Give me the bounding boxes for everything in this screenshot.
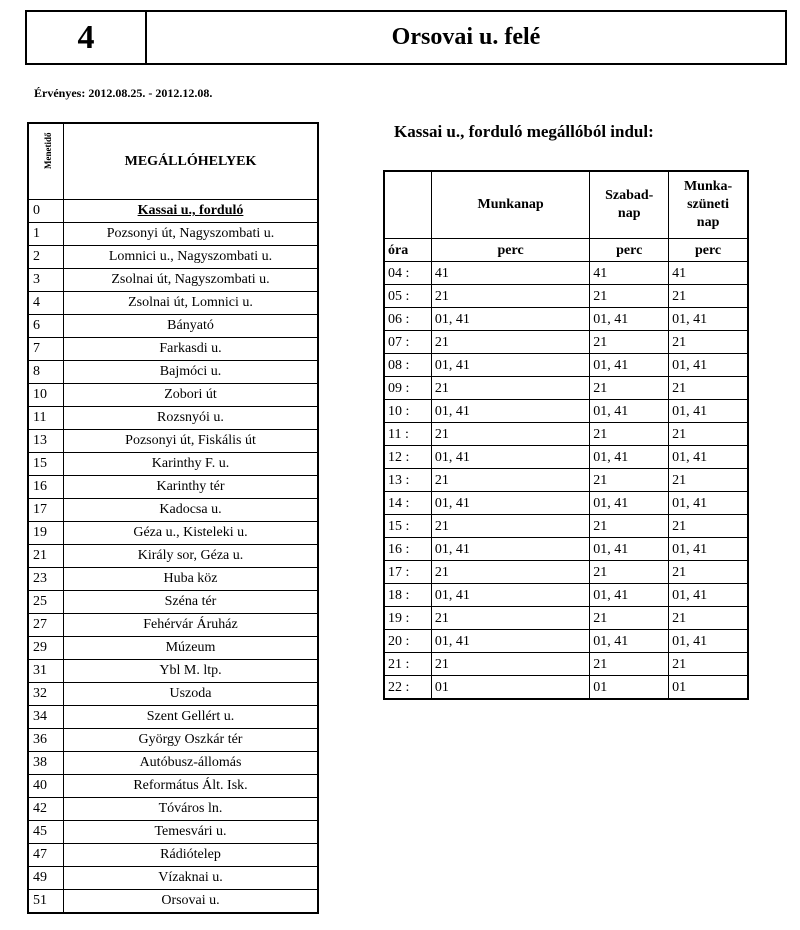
- stop-time: 34: [28, 706, 64, 729]
- stop-time: 13: [28, 430, 64, 453]
- stop-name: Református Ált. Isk.: [64, 775, 319, 798]
- stop-name: Huba köz: [64, 568, 319, 591]
- stop-name: Karinthy tér: [64, 476, 319, 499]
- departure-row: [384, 515, 748, 538]
- saturday-header: Szabad- nap: [590, 171, 669, 239]
- workday-minutes: 01, 41: [431, 446, 589, 469]
- stop-time: 47: [28, 844, 64, 867]
- stops-table: [27, 122, 319, 914]
- holiday-minutes: 01, 41: [669, 630, 748, 653]
- stop-name: Zsolnai út, Nagyszombati u.: [64, 269, 319, 292]
- stop-time: 4: [28, 292, 64, 315]
- workday-minutes: 01, 41: [431, 630, 589, 653]
- holiday-minutes: 21: [669, 423, 748, 446]
- stop-name: Orsovai u.: [64, 890, 319, 914]
- stop-row: [28, 890, 318, 914]
- hour-cell: 04 :: [384, 262, 431, 285]
- saturday-minutes: 21: [590, 285, 669, 308]
- stop-row: [28, 821, 318, 844]
- stop-time: 45: [28, 821, 64, 844]
- departure-row: [384, 676, 748, 700]
- holiday-minutes: 21: [669, 607, 748, 630]
- stop-time: 38: [28, 752, 64, 775]
- stop-name: Temesvári u.: [64, 821, 319, 844]
- stop-time: 10: [28, 384, 64, 407]
- holiday-minutes: 01, 41: [669, 446, 748, 469]
- departure-row: [384, 607, 748, 630]
- workday-minutes: 21: [431, 515, 589, 538]
- perc-label-workday: perc: [431, 239, 589, 262]
- workday-minutes: 01, 41: [431, 492, 589, 515]
- holiday-minutes: 21: [669, 653, 748, 676]
- stop-name: Rádiótelep: [64, 844, 319, 867]
- route-number: 4: [27, 12, 147, 63]
- stop-name: Zsolnai út, Lomnici u.: [64, 292, 319, 315]
- saturday-minutes: 21: [590, 653, 669, 676]
- holiday-minutes: 01, 41: [669, 354, 748, 377]
- departure-row: [384, 469, 748, 492]
- saturday-minutes: 01, 41: [590, 308, 669, 331]
- stop-name: Géza u., Kisteleki u.: [64, 522, 319, 545]
- stop-time: 8: [28, 361, 64, 384]
- holiday-minutes: 01, 41: [669, 400, 748, 423]
- stop-name: Fehérvár Áruház: [64, 614, 319, 637]
- hour-cell: 08 :: [384, 354, 431, 377]
- holiday-minutes: 21: [669, 377, 748, 400]
- stop-time: 6: [28, 315, 64, 338]
- holiday-minutes: 01, 41: [669, 492, 748, 515]
- saturday-minutes: 21: [590, 469, 669, 492]
- hour-cell: 06 :: [384, 308, 431, 331]
- hour-cell: 07 :: [384, 331, 431, 354]
- stop-name: Zobori út: [64, 384, 319, 407]
- holiday-minutes: 21: [669, 515, 748, 538]
- saturday-minutes: 41: [590, 262, 669, 285]
- ora-label: óra: [384, 239, 431, 262]
- hour-cell: 10 :: [384, 400, 431, 423]
- workday-minutes: 21: [431, 331, 589, 354]
- stop-name: Autóbusz-állomás: [64, 752, 319, 775]
- stops-header: MEGÁLLÓHELYEK: [64, 123, 319, 200]
- hour-cell: 13 :: [384, 469, 431, 492]
- workday-minutes: 21: [431, 561, 589, 584]
- stop-row: [28, 614, 318, 637]
- stop-time: 1: [28, 223, 64, 246]
- stop-time: 36: [28, 729, 64, 752]
- workday-minutes: 01, 41: [431, 584, 589, 607]
- stop-name: György Oszkár tér: [64, 729, 319, 752]
- stop-row: [28, 430, 318, 453]
- departure-row: [384, 492, 748, 515]
- workday-minutes: 21: [431, 285, 589, 308]
- saturday-minutes: 21: [590, 423, 669, 446]
- stop-time: 27: [28, 614, 64, 637]
- departure-row: [384, 400, 748, 423]
- saturday-minutes: 21: [590, 377, 669, 400]
- stop-row: [28, 867, 318, 890]
- stop-time: 2: [28, 246, 64, 269]
- holiday-minutes: 21: [669, 561, 748, 584]
- stop-row: [28, 292, 318, 315]
- stop-time: 40: [28, 775, 64, 798]
- saturday-minutes: 01, 41: [590, 584, 669, 607]
- stop-name: Rozsnyói u.: [64, 407, 319, 430]
- saturday-minutes: 21: [590, 607, 669, 630]
- stop-row: [28, 683, 318, 706]
- departure-table: [383, 170, 749, 700]
- stop-row: [28, 591, 318, 614]
- stop-time: 3: [28, 269, 64, 292]
- workday-minutes: 01, 41: [431, 308, 589, 331]
- hour-cell: 19 :: [384, 607, 431, 630]
- departure-row: [384, 653, 748, 676]
- stop-row: [28, 729, 318, 752]
- workday-minutes: 01, 41: [431, 400, 589, 423]
- stop-row: [28, 660, 318, 683]
- stop-row: [28, 384, 318, 407]
- departure-row: [384, 538, 748, 561]
- departure-row: [384, 377, 748, 400]
- stop-time: 31: [28, 660, 64, 683]
- hour-cell: 15 :: [384, 515, 431, 538]
- holiday-minutes: 21: [669, 469, 748, 492]
- workday-minutes: 21: [431, 653, 589, 676]
- departure-row: [384, 446, 748, 469]
- departure-row: [384, 262, 748, 285]
- workday-minutes: 01, 41: [431, 354, 589, 377]
- validity-text: Érvényes: 2012.08.25. - 2012.12.08.: [34, 86, 213, 100]
- holiday-header: Munka- szüneti nap: [669, 171, 748, 239]
- saturday-minutes: 01: [590, 676, 669, 700]
- stop-name: Karinthy F. u.: [64, 453, 319, 476]
- stop-time: 25: [28, 591, 64, 614]
- workday-minutes: 01, 41: [431, 538, 589, 561]
- hour-header-blank: [384, 171, 431, 239]
- saturday-minutes: 21: [590, 331, 669, 354]
- destination-title: Orsovai u. felé: [391, 24, 541, 50]
- stop-time: 42: [28, 798, 64, 821]
- holiday-minutes: 01, 41: [669, 308, 748, 331]
- stop-name: Uszoda: [64, 683, 319, 706]
- timetable-header: [25, 10, 787, 65]
- stop-time: 11: [28, 407, 64, 430]
- saturday-minutes: 01, 41: [590, 492, 669, 515]
- hour-cell: 17 :: [384, 561, 431, 584]
- workday-minutes: 01: [431, 676, 589, 700]
- stop-row: [28, 223, 318, 246]
- holiday-minutes: 01, 41: [669, 538, 748, 561]
- stop-row: [28, 269, 318, 292]
- stop-row: [28, 545, 318, 568]
- stop-name: Lomnici u., Nagyszombati u.: [64, 246, 319, 269]
- holiday-minutes: 21: [669, 331, 748, 354]
- saturday-minutes: 01, 41: [590, 446, 669, 469]
- hour-cell: 22 :: [384, 676, 431, 700]
- stop-time: 7: [28, 338, 64, 361]
- stop-time: 29: [28, 637, 64, 660]
- stop-time: 19: [28, 522, 64, 545]
- stop-name: Kadocsa u.: [64, 499, 319, 522]
- stop-time: 32: [28, 683, 64, 706]
- stop-row: [28, 246, 318, 269]
- stop-name: Farkasdi u.: [64, 338, 319, 361]
- perc-label-holiday: perc: [669, 239, 748, 262]
- stop-name: Bányató: [64, 315, 319, 338]
- departure-row: [384, 561, 748, 584]
- stop-name: Széna tér: [64, 591, 319, 614]
- departure-row: [384, 285, 748, 308]
- stop-name: Pozsonyi út, Nagyszombati u.: [64, 223, 319, 246]
- hour-cell: 18 :: [384, 584, 431, 607]
- hour-cell: 11 :: [384, 423, 431, 446]
- saturday-minutes: 01, 41: [590, 400, 669, 423]
- stop-time: 49: [28, 867, 64, 890]
- hour-cell: 16 :: [384, 538, 431, 561]
- holiday-minutes: 41: [669, 262, 748, 285]
- stop-row: [28, 522, 318, 545]
- workday-minutes: 21: [431, 423, 589, 446]
- stop-row: [28, 361, 318, 384]
- stop-name: Tóváros ln.: [64, 798, 319, 821]
- workday-header: Munkanap: [431, 171, 589, 239]
- menetido-header: Menetidő: [28, 123, 64, 200]
- stop-time: 16: [28, 476, 64, 499]
- saturday-minutes: 01, 41: [590, 630, 669, 653]
- stop-row: [28, 315, 318, 338]
- stop-row: [28, 499, 318, 522]
- stop-time: 0: [28, 200, 64, 223]
- stop-time: 17: [28, 499, 64, 522]
- workday-minutes: 21: [431, 377, 589, 400]
- stop-row: [28, 798, 318, 821]
- departure-row: [384, 354, 748, 377]
- departure-row: [384, 584, 748, 607]
- hour-cell: 05 :: [384, 285, 431, 308]
- stop-row: [28, 407, 318, 430]
- stop-name: Múzeum: [64, 637, 319, 660]
- holiday-minutes: 21: [669, 285, 748, 308]
- saturday-minutes: 01, 41: [590, 354, 669, 377]
- stop-name: Király sor, Géza u.: [64, 545, 319, 568]
- stop-name: Szent Gellért u.: [64, 706, 319, 729]
- stop-row: [28, 752, 318, 775]
- stop-row: [28, 706, 318, 729]
- workday-minutes: 21: [431, 607, 589, 630]
- stop-row: [28, 453, 318, 476]
- stop-name: Ybl M. ltp.: [64, 660, 319, 683]
- stop-name: Kassai u., forduló: [64, 200, 319, 223]
- stop-time: 21: [28, 545, 64, 568]
- stop-row: [28, 637, 318, 660]
- departure-row: [384, 331, 748, 354]
- stop-time: 15: [28, 453, 64, 476]
- stop-row: [28, 338, 318, 361]
- saturday-minutes: 21: [590, 561, 669, 584]
- hour-cell: 09 :: [384, 377, 431, 400]
- stop-name: Bajmóci u.: [64, 361, 319, 384]
- stop-name: Vízaknai u.: [64, 867, 319, 890]
- hour-cell: 20 :: [384, 630, 431, 653]
- hour-cell: 14 :: [384, 492, 431, 515]
- departure-row: [384, 423, 748, 446]
- stop-row: [28, 200, 318, 223]
- holiday-minutes: 01: [669, 676, 748, 700]
- departure-row: [384, 308, 748, 331]
- saturday-minutes: 01, 41: [590, 538, 669, 561]
- departure-subtitle: Kassai u., forduló megállóból indul:: [394, 122, 654, 141]
- stop-row: [28, 775, 318, 798]
- workday-minutes: 41: [431, 262, 589, 285]
- stop-time: 23: [28, 568, 64, 591]
- departure-row: [384, 630, 748, 653]
- stop-row: [28, 568, 318, 591]
- stop-row: [28, 844, 318, 867]
- stop-row: [28, 476, 318, 499]
- stop-name: Pozsonyi út, Fiskális út: [64, 430, 319, 453]
- perc-label-saturday: perc: [590, 239, 669, 262]
- saturday-minutes: 21: [590, 515, 669, 538]
- stop-time: 51: [28, 890, 64, 914]
- hour-cell: 12 :: [384, 446, 431, 469]
- workday-minutes: 21: [431, 469, 589, 492]
- holiday-minutes: 01, 41: [669, 584, 748, 607]
- hour-cell: 21 :: [384, 653, 431, 676]
